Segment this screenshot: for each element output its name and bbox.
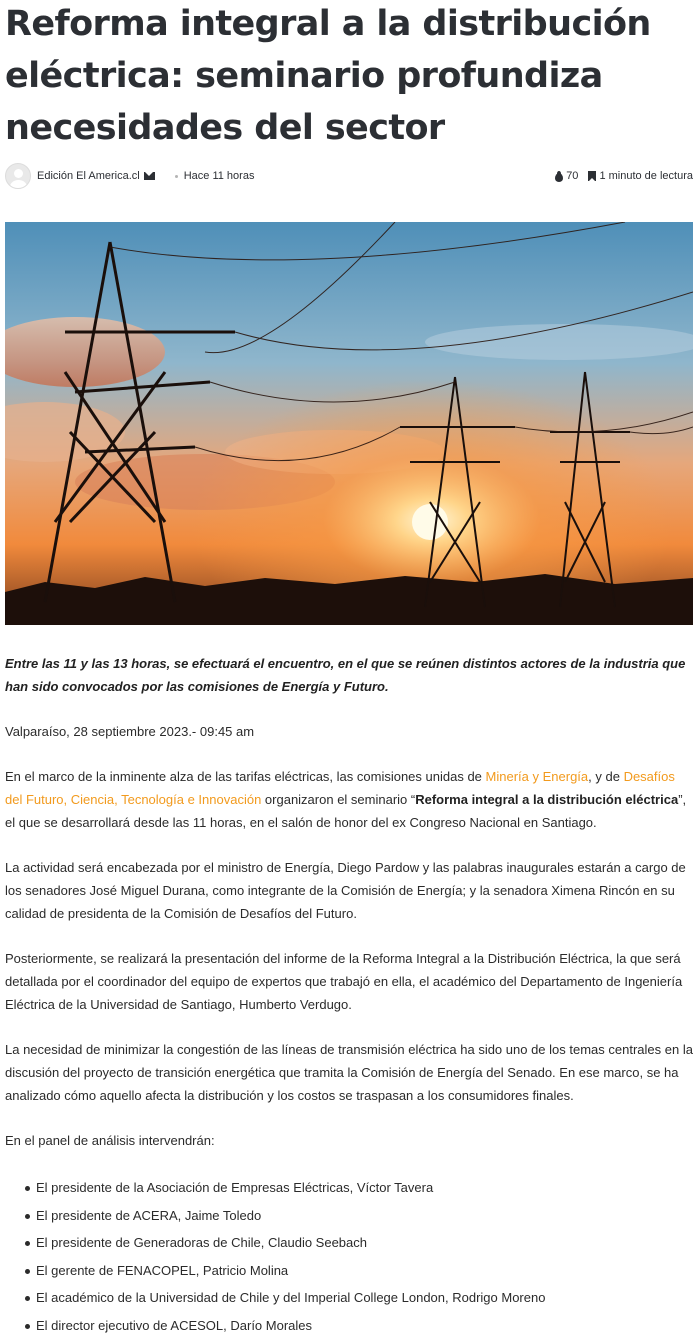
view-count: 70 (566, 170, 579, 182)
paragraph-text: , y de (588, 769, 624, 784)
paragraph: En el panel de análisis intervendrán: (5, 1133, 215, 1148)
paragraph: Posteriormente, se realizará la presentación del informe de la Reforma Integral a la Distribución Eléctrica, la que será detallada por el coordinador del equipo de expertos que trabajó en ella, el académico del Departamento de Ingeniería Eléctrica de la Universidad de Santiago, Humberto Verdugo. (5, 951, 683, 1012)
article-title: Reforma integral a la distribución eléctrica: seminario profundiza necesidades del sector (5, 4, 651, 148)
dateline: Valparaíso, 28 septiembre 2023.- 09:45 am (5, 724, 255, 739)
publish-time: Hace 11 horas (183, 170, 255, 182)
list-item: El gerente de FENACOPEL, Patricio Molina (5, 1257, 693, 1285)
panel-list (5, 1174, 693, 1340)
article-lead: Entre las 11 y las 13 horas, se efectuará el encuentro, en el que se reúnen distintos actores de la industria que han sido convocados por las comisiones de Energía y Futuro. (5, 656, 686, 694)
paragraph-text: En el marco de la inminente alza de las tarifas eléctricas, las comisiones unidas de (5, 769, 486, 784)
reading-time: 1 minuto de lectura (599, 170, 693, 182)
article-stats (555, 170, 693, 182)
paragraph-text: ”, el que se desarrollará desde las 11 horas, en el salón de honor del ex Congreso Nacional en Santiago. (5, 792, 687, 830)
list-item: El presidente de la Asociación de Empresas Eléctricas, Víctor Tavera (5, 1174, 693, 1202)
list-item: El presidente de Generadoras de Chile, Claudio Seebach (5, 1229, 693, 1257)
mail-icon[interactable] (144, 172, 155, 180)
paragraph (5, 765, 693, 834)
paragraph: La actividad será encabezada por el ministro de Energía, Diego Pardow y las palabras inaugurales estarán a cargo de los senadores José Miguel Durana, como integrante de la Comisión de Energía; y la senadora Ximena Rincón en su calidad de presidenta de la Comisión de Desafíos del Futuro. (5, 860, 686, 921)
fire-icon (555, 171, 563, 182)
list-item: El académico de la Universidad de Chile y del Imperial College London, Rodrigo Moreno (5, 1284, 693, 1312)
link-mineria-energia[interactable]: Minería y Energía (485, 769, 589, 784)
article-meta (5, 162, 693, 190)
paragraph-text: organizaron el seminario “ (261, 792, 416, 807)
featured-image (5, 222, 693, 625)
seminar-name: Reforma integral a la distribución eléctrica (415, 792, 679, 807)
list-item: El director ejecutivo de ACESOL, Darío Morales (5, 1312, 693, 1340)
paragraph: La necesidad de minimizar la congestión de las líneas de transmisión eléctrica ha sido uno de los temas centrales en la discusión del proyecto de transición energética que tramita la Comisión de Energía del Senado. En ese marco, se ha analizado cómo aquello afecta la distribución y los costos se traspasan a los consumidores finales. (5, 1042, 693, 1103)
author-name[interactable]: Edición El America.cl (37, 170, 140, 182)
bookmark-icon (588, 171, 596, 181)
list-item: El presidente de ACERA, Jaime Toledo (5, 1202, 693, 1230)
link-desafios-futuro[interactable]: Desafíos del Futuro, Ciencia, Tecnología e Innovación (5, 769, 675, 807)
author-avatar[interactable] (5, 163, 31, 189)
power-towers-sunset-image (5, 222, 693, 625)
separator-dot (175, 175, 178, 178)
